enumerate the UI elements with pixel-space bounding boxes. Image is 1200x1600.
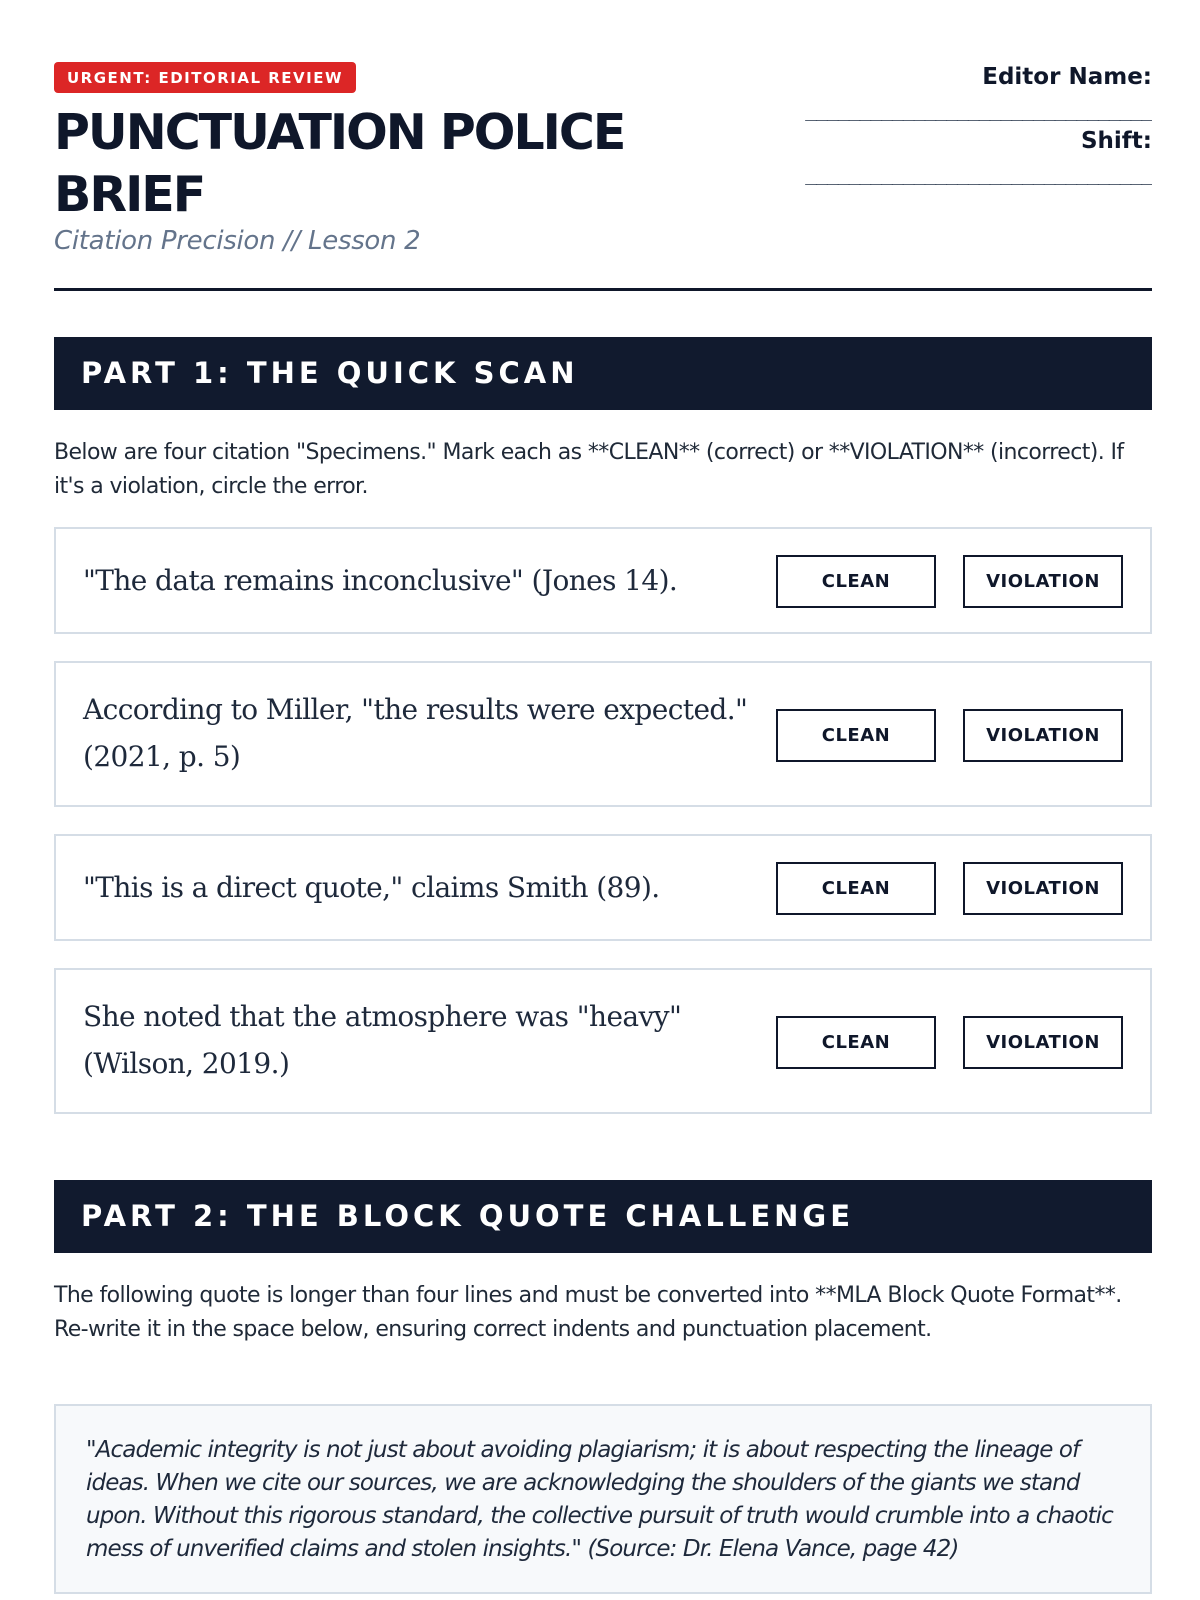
editor-name-label: Editor Name:: [982, 64, 1152, 90]
clean-button[interactable]: CLEAN: [776, 709, 936, 762]
part1-instructions: Below are four citation "Specimens." Mark each as **CLEAN** (correct) or **VIOLATION** (incorrect). If it's a violation, circle the error.: [54, 440, 1124, 499]
specimen-text: "This is a direct quote," claims Smith (89).: [83, 871, 660, 904]
clean-button[interactable]: CLEAN: [776, 862, 936, 915]
clean-button[interactable]: CLEAN: [776, 555, 936, 608]
specimen-card: [54, 968, 1152, 1114]
violation-button[interactable]: VIOLATION: [963, 862, 1123, 915]
shift-field[interactable]: ________________________________: [805, 161, 1152, 185]
block-quote-box: "Academic integrity is not just about avoiding plagiarism; it is about respecting the lineage of ideas. When we cite our sources, we are acknowledging the shoulders of the giants we stand upon. Without this rigorous standard, the collective pursuit of truth would crumble into a chaotic mess of unverified claims and stolen insights." (Source: Dr. Elena Vance, page 42): [54, 1404, 1152, 1594]
part2-heading: PART 2: THE BLOCK QUOTE CHALLENGE: [54, 1180, 1152, 1253]
urgent-badge: URGENT: EDITORIAL REVIEW: [54, 62, 356, 93]
page-title: PUNCTUATION POLICE BRIEF: [54, 104, 625, 223]
page-subtitle: Citation Precision // Lesson 2: [54, 226, 421, 256]
specimen-card: [54, 527, 1152, 634]
worksheet-page: [54, 0, 1152, 1600]
violation-button[interactable]: VIOLATION: [963, 709, 1123, 762]
specimen-text: She noted that the atmosphere was "heavy" (Wilson, 2019.): [83, 1000, 682, 1080]
part2-instructions: The following quote is longer than four lines and must be converted into **MLA Block Quote Format**. Re-write it in the space below, ensuring correct indents and punctuation placement.: [54, 1283, 1122, 1342]
worksheet-header: [54, 62, 1152, 290]
specimen-text: "The data remains inconclusive" (Jones 14).: [83, 564, 678, 597]
specimen-card: [54, 661, 1152, 807]
violation-button[interactable]: VIOLATION: [963, 1016, 1123, 1069]
shift-label: Shift:: [1080, 128, 1152, 154]
specimen-text: According to Miller, "the results were expected." (2021, p. 5): [83, 693, 748, 773]
part1-heading: PART 1: THE QUICK SCAN: [54, 337, 1152, 410]
clean-button[interactable]: CLEAN: [776, 1016, 936, 1069]
editor-info: [722, 62, 1152, 190]
specimen-card: [54, 834, 1152, 941]
editor-name-field[interactable]: ________________________________: [805, 97, 1152, 121]
header-divider: [54, 288, 1152, 291]
violation-button[interactable]: VIOLATION: [963, 555, 1123, 608]
